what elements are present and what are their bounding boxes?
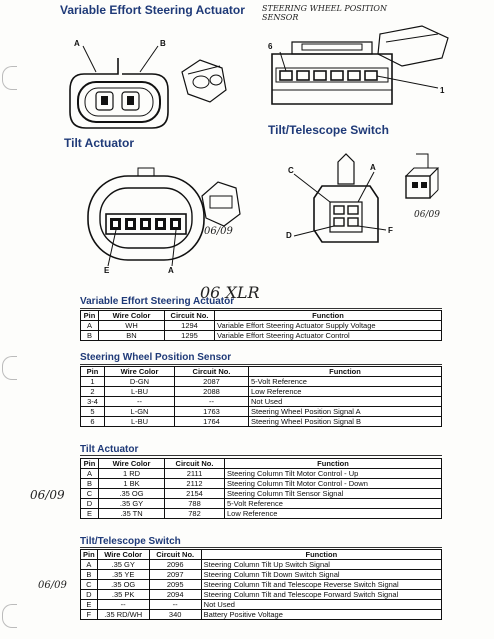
divider xyxy=(80,455,442,456)
circuit-cell: -- xyxy=(175,397,249,407)
column-header: Function xyxy=(225,459,442,469)
pin-cell: C xyxy=(81,489,99,499)
function-cell: Steering Column Tilt and Telescope Forward Switch Signal xyxy=(201,590,441,600)
circuit-cell: 2154 xyxy=(165,489,225,499)
table-row xyxy=(81,479,442,489)
tilt-table-title: Tilt Actuator xyxy=(80,444,139,455)
ves-actuator-heading: Variable Effort Steering Actuator xyxy=(60,3,245,17)
pin-cell: E xyxy=(81,600,98,610)
handwritten-date: 06/09 xyxy=(414,210,440,220)
function-cell: Variable Effort Steering Actuator Control xyxy=(215,331,442,341)
wire-color-cell: L-BU xyxy=(105,417,175,427)
pin-cell: A xyxy=(81,560,98,570)
column-header: Function xyxy=(215,311,442,321)
wire-color-cell: .35 RD/WH xyxy=(97,610,149,620)
ves-pinout-table xyxy=(80,310,442,341)
column-header: Function xyxy=(201,550,441,560)
pin-cell: A xyxy=(81,469,99,479)
wire-color-cell: .35 PK xyxy=(97,590,149,600)
table-row xyxy=(81,397,442,407)
function-cell: Not Used xyxy=(201,600,441,610)
pin-cell: 2 xyxy=(81,387,105,397)
function-cell: Not Used xyxy=(249,397,442,407)
wire-color-cell: D-GN xyxy=(105,377,175,387)
circuit-cell: 2095 xyxy=(149,580,201,590)
circuit-cell: 1763 xyxy=(175,407,249,417)
wire-color-cell: .35 OG xyxy=(97,580,149,590)
circuit-cell: 1294 xyxy=(165,321,215,331)
tilt-actuator-heading: Tilt Actuator xyxy=(64,136,135,150)
table-row xyxy=(81,600,442,610)
tilt-pin-e-callout: E xyxy=(104,266,110,275)
circuit-cell: 340 xyxy=(149,610,201,620)
tt-pin-d-callout: D xyxy=(286,231,292,240)
wire-color-cell: .35 GY xyxy=(97,560,149,570)
function-cell: Steering Column Tilt Motor Control - Down xyxy=(225,479,442,489)
binder-hole xyxy=(2,66,17,90)
function-cell: Steering Column Tilt and Telescope Reverse Switch Signal xyxy=(201,580,441,590)
table-row xyxy=(81,610,442,620)
wire-color-cell: L-GN xyxy=(105,407,175,417)
divider xyxy=(80,364,442,365)
table-row xyxy=(81,469,442,479)
column-header: Pin xyxy=(81,367,105,377)
circuit-cell: -- xyxy=(149,600,201,610)
column-header: Circuit No. xyxy=(149,550,201,560)
function-cell: Low Reference xyxy=(225,509,442,519)
wire-color-cell: -- xyxy=(97,600,149,610)
table-row xyxy=(81,417,442,427)
wire-color-cell: 1 BK xyxy=(99,479,165,489)
pin-cell: B xyxy=(81,570,98,580)
pin-cell: B xyxy=(81,331,99,341)
table-row xyxy=(81,570,442,580)
circuit-cell: 788 xyxy=(165,499,225,509)
table-row xyxy=(81,499,442,509)
pin-cell: D xyxy=(81,499,99,509)
swps-pinout-table xyxy=(80,366,442,427)
column-header: Pin xyxy=(81,459,99,469)
circuit-cell: 1295 xyxy=(165,331,215,341)
pin-cell: C xyxy=(81,580,98,590)
circuit-cell: 2111 xyxy=(165,469,225,479)
binder-hole xyxy=(2,356,17,380)
ves-table-title: Variable Effort Steering Actuator xyxy=(80,296,235,307)
table-row xyxy=(81,509,442,519)
function-cell: Variable Effort Steering Actuator Supply Voltage xyxy=(215,321,442,331)
tt-pinout-table xyxy=(80,549,442,620)
wire-color-cell: 1 RD xyxy=(99,469,165,479)
swps-table-title: Steering Wheel Position Sensor xyxy=(80,352,232,363)
wire-color-cell: .35 OG xyxy=(99,489,165,499)
pin-cell: F xyxy=(81,610,98,620)
divider xyxy=(80,308,442,309)
ves-pin-a-callout: A xyxy=(74,39,80,48)
table-row xyxy=(81,387,442,397)
divider xyxy=(80,547,442,548)
function-cell: Steering Wheel Position Signal A xyxy=(249,407,442,417)
table-row xyxy=(81,331,442,341)
circuit-cell: 2094 xyxy=(149,590,201,600)
wire-color-cell: .35 TN xyxy=(99,509,165,519)
table-row xyxy=(81,407,442,417)
sensor-pin-6-callout: 6 xyxy=(268,42,273,51)
wire-color-cell: .35 GY xyxy=(99,499,165,509)
circuit-cell: 2087 xyxy=(175,377,249,387)
wire-color-cell: BN xyxy=(99,331,165,341)
circuit-cell: 1764 xyxy=(175,417,249,427)
wire-color-cell: .35 YE xyxy=(97,570,149,580)
column-header: Circuit No. xyxy=(175,367,249,377)
column-header: Wire Color xyxy=(97,550,149,560)
pin-cell: 6 xyxy=(81,417,105,427)
table-row xyxy=(81,321,442,331)
sensor-handwritten-note: STEERING WHEEL POSITION SENSOR xyxy=(262,4,387,22)
tilt-pin-a-callout: A xyxy=(168,266,174,275)
pin-cell: A xyxy=(81,321,99,331)
binder-hole xyxy=(2,604,17,628)
circuit-cell: 782 xyxy=(165,509,225,519)
column-header: Pin xyxy=(81,311,99,321)
table-row xyxy=(81,590,442,600)
ves-pin-b-callout: B xyxy=(160,39,166,48)
handwritten-date: 06/09 xyxy=(30,488,65,502)
pin-cell: 5 xyxy=(81,407,105,417)
function-cell: Steering Column Tilt Up Switch Signal xyxy=(201,560,441,570)
column-header: Wire Color xyxy=(99,459,165,469)
circuit-cell: 2088 xyxy=(175,387,249,397)
tilt-actuator-connector-drawing xyxy=(80,160,250,276)
function-cell: Steering Column Tilt Sensor Signal xyxy=(225,489,442,499)
tt-pin-a-callout: A xyxy=(370,163,376,172)
wire-color-cell: -- xyxy=(105,397,175,407)
column-header: Wire Color xyxy=(105,367,175,377)
tilt-pinout-table xyxy=(80,458,442,519)
function-cell: Steering Column Tilt Down Switch Signal xyxy=(201,570,441,580)
table-row xyxy=(81,377,442,387)
function-cell: Steering Column Tilt Motor Control - Up xyxy=(225,469,442,479)
function-cell: Steering Wheel Position Signal B xyxy=(249,417,442,427)
circuit-cell: 2096 xyxy=(149,560,201,570)
column-header: Circuit No. xyxy=(165,459,225,469)
tt-pin-f-callout: F xyxy=(388,226,393,235)
circuit-cell: 2112 xyxy=(165,479,225,489)
table-row xyxy=(81,560,442,570)
table-row xyxy=(81,489,442,499)
column-header: Pin xyxy=(81,550,98,560)
function-cell: Low Reference xyxy=(249,387,442,397)
pin-cell: D xyxy=(81,590,98,600)
column-header: Circuit No. xyxy=(165,311,215,321)
wire-color-cell: L-BU xyxy=(105,387,175,397)
tilt-telescope-heading: Tilt/Telescope Switch xyxy=(268,123,389,137)
handwritten-model-note: 06 XLR xyxy=(200,283,260,302)
table-row xyxy=(81,580,442,590)
steering-wheel-position-sensor-drawing xyxy=(262,24,462,124)
pin-cell: B xyxy=(81,479,99,489)
tt-pin-c-callout: C xyxy=(288,166,294,175)
column-header: Wire Color xyxy=(99,311,165,321)
function-cell: Battery Positive Voltage xyxy=(201,610,441,620)
function-cell: 5-Volt Reference xyxy=(225,499,442,509)
tt-table-title: Tilt/Telescope Switch xyxy=(80,536,181,547)
column-header: Function xyxy=(249,367,442,377)
handwritten-date: 06/09 xyxy=(38,580,67,591)
tilt-telescope-switch-drawing xyxy=(282,150,482,260)
sensor-pin-1-callout: 1 xyxy=(440,86,445,95)
function-cell: 5-Volt Reference xyxy=(249,377,442,387)
ves-actuator-connector-drawing xyxy=(60,24,250,134)
circuit-cell: 2097 xyxy=(149,570,201,580)
wire-color-cell: WH xyxy=(99,321,165,331)
pin-cell: E xyxy=(81,509,99,519)
handwritten-date: 06/09 xyxy=(204,226,233,237)
pin-cell: 1 xyxy=(81,377,105,387)
pin-cell: 3-4 xyxy=(81,397,105,407)
